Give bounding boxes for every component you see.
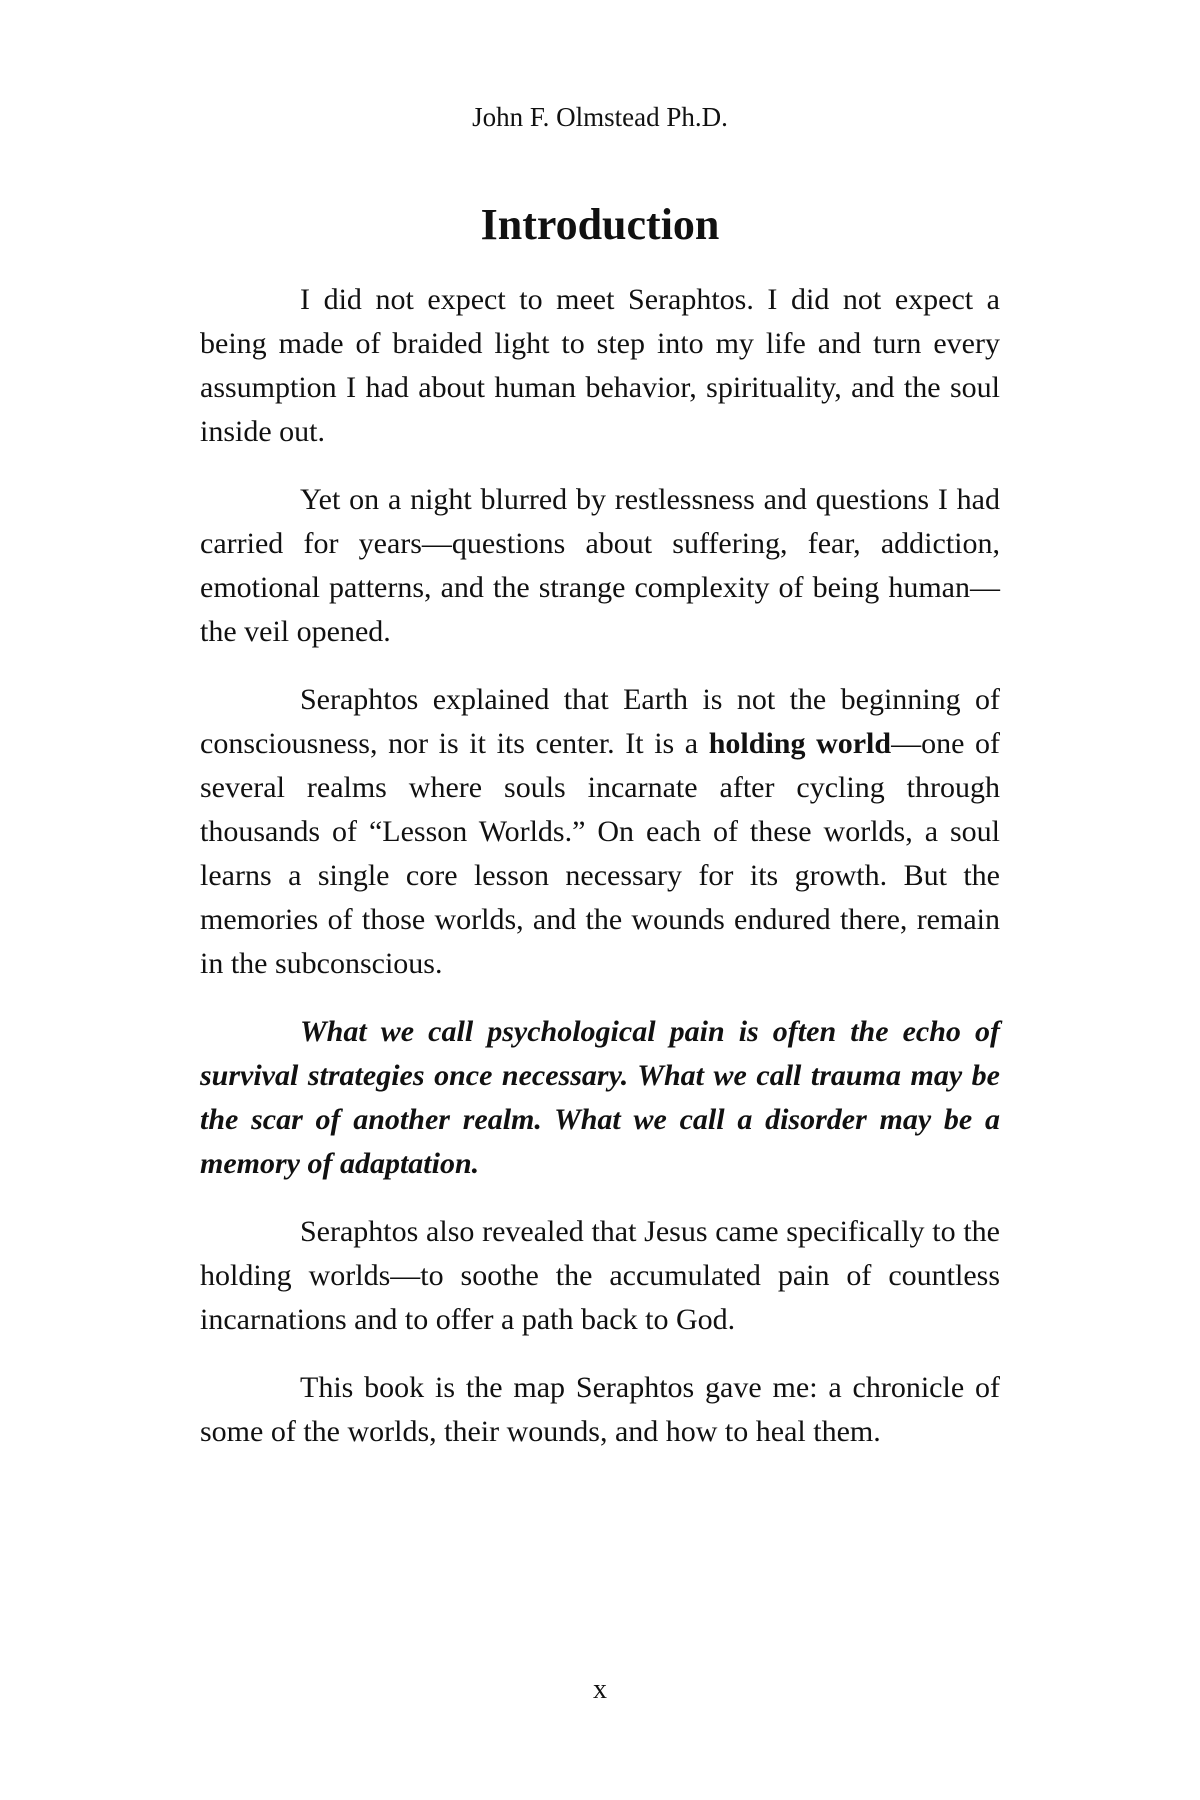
- paragraph-3-text-before: Seraphtos explained that Earth is not the beginning of consciousness, nor is it its center. It is a: [200, 683, 1000, 760]
- running-header-author: John F. Olmstead Ph.D.: [472, 102, 728, 132]
- paragraph-2: Yet on a night blurred by restlessness and questions I had carried for years—questions about suffering, fear, addiction, emotional patterns, and the strange complexity of being human—the veil opened.: [200, 483, 1000, 648]
- paragraph-6: This book is the map Seraphtos gave me: a chronicle of some of the worlds, their wounds, and how to heal them.: [200, 1371, 1000, 1448]
- paragraph-4-emphasis: What we call psychological pain is often the echo of survival strategies once necessary. What we call trauma may be the scar of another realm. What we call a disorder may be a memory of adaptation.: [200, 1015, 1000, 1180]
- paragraph-3-text-after: —one of several realms where souls incarnate after cycling through thousands of “Lesson Worlds.” On each of these worlds, a soul learns a single core lesson necessary for its growth. But the memories of those worlds, and the wounds endured there, remain in the subconscious.: [200, 727, 1000, 980]
- paragraph-3: [200, 678, 1000, 986]
- paragraph-5: Seraphtos also revealed that Jesus came specifically to the holding worlds—to soothe the accumulated pain of countless incarnations and to offer a path back to God.: [200, 1215, 1000, 1336]
- body-text: [200, 278, 1000, 1478]
- page-number: x: [593, 1674, 607, 1705]
- chapter-title: Introduction: [480, 200, 720, 249]
- paragraph-1: I did not expect to meet Seraphtos. I did not expect a being made of braided light to step into my life and turn every assumption I had about human behavior, spirituality, and the soul inside out.: [200, 283, 1000, 448]
- paragraph-3-bold-term: holding world: [708, 727, 892, 760]
